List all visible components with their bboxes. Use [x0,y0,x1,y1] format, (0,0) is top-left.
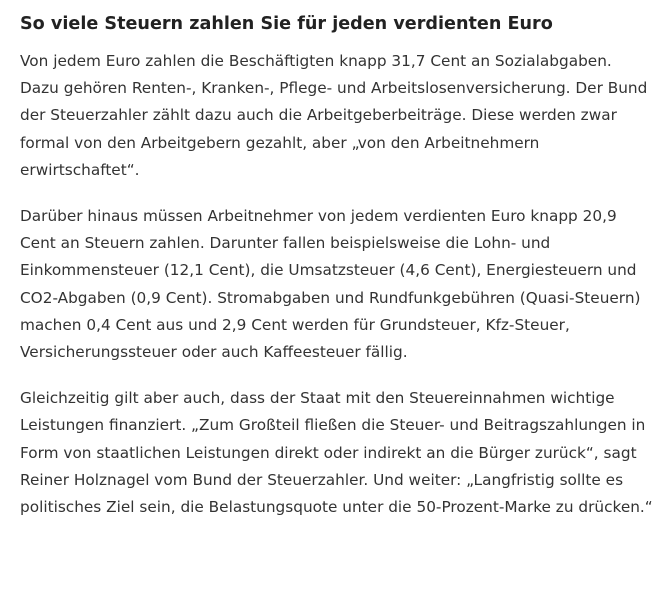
paragraph-social-contributions: Von jedem Euro zahlen die Beschäftigten knapp 31,7 Cent an Sozialabgaben. Dazu gehören Renten-, Kranken-, Pflege- und Arbeitslosenversicherung. Der Bund der Steuerzahler zählt dazu auch die Arbeitgeberbeiträge. Diese werden zwar formal von den Arbeitgebern gezahlt, aber „von den Arbeitnehmern erwirtschaftet“. [20,52,648,179]
paragraph-taxes: Darüber hinaus müssen Arbeitnehmer von jedem verdienten Euro knapp 20,9 Cent an Steuern zahlen. Darunter fallen beispielsweise die Lohn- und Einkommensteuer (12,1 Cent), die Umsatzsteuer (4,6 Cent), Energiesteuern und CO2-Abgaben (0,9 Cent). Stromabgaben und Rundfunkgebühren (Quasi-Steuern) machen 0,4 Cent aus und 2,9 Cent werden für Grundsteuer, Kfz-Steuer, Versicherungssteuer oder auch Kaffeesteuer fällig. [20,207,641,362]
section-heading: So viele Steuern zahlen Sie für jeden verdienten Euro [20,14,553,34]
paragraph-state-services: Gleichzeitig gilt aber auch, dass der Staat mit den Steuereinnahmen wichtige Leistungen finanziert. „Zum Großteil fließen die Steuer- und Beitragszahlungen in Form von staatlichen Leistungen direkt oder indirekt an die Bürger zurück“, sagt Reiner Holznagel vom Bund der Steuerzahler. Und weiter: „Langfristig sollte es politisches Ziel sein, die Belastungsquote unter die 50-Prozent-Marke zu drücken.“ [20,389,653,517]
